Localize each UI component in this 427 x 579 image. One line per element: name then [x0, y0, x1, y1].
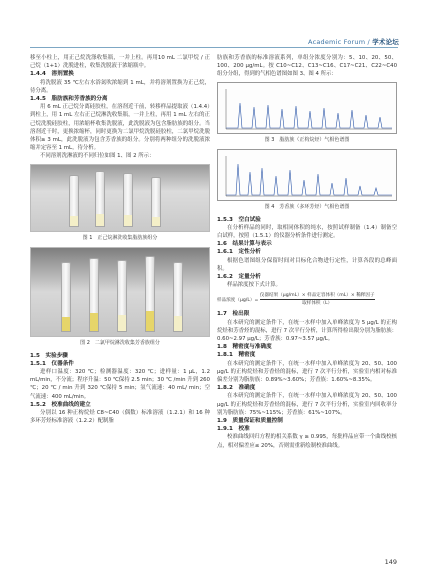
section-heading-1-9-1: 1.9.1 校准	[217, 426, 250, 433]
paragraph: 肪族和芳香族的标准溶液系列，单组分浓度分别为：5、10、20、50、100、200 μg/mL。按 C10~C12、C13~C16、C17~C21、C22~C40 组分分组，得到的气相色谱图如图 3、图 4 所示：	[217, 55, 397, 78]
section-heading-1-5-2: 1.5.2 校准曲线的建立	[30, 401, 91, 408]
formula-lhs: 样品浓度（μg/L）=	[217, 298, 259, 304]
section-heading-1-6-2: 1.6.2 定量分析	[217, 274, 261, 281]
paragraph: 校准曲线回归方程的相关系数 γ ≥ 0.995，每批样品应带一个曲线校核点，相对偏差应≤ 20%，否则需重新绘制校准曲线。	[217, 434, 397, 449]
section-heading-1-6: 1.6 结果计算与表示	[217, 241, 272, 248]
section-heading-1-8-1: 1.8.1 精密度	[217, 352, 256, 359]
formula-denominator: 取样体积（L）	[302, 301, 333, 307]
figure-1-photo	[30, 164, 210, 232]
section-heading-1-4-5: 1.4.5 脂肪族和芳香族的分离	[30, 96, 108, 103]
header-separator: /	[365, 38, 373, 46]
section-heading-1-8-2: 1.8.2 准确度	[217, 385, 256, 392]
figure-1-caption: 图 1 正己烷淋洗收集脂肪族组分	[82, 234, 158, 241]
paragraph: 样品浓度按下式计算。	[227, 282, 281, 289]
paragraph: 分别以 16 种正构烷烃 C8~C40（偶数）标准溶液（1.2.1）和 16 种多环芳烃标准溶液（1.2.2）配制脂	[30, 410, 210, 425]
paragraph: 在本研究的测定条件下，在统一水样中加入单峰浓度为 20、50、100 μg/L 的正构烷烃和芳香烃的混标，进行 7 次平行分析，实验室内相对标准偏差分别为脂肪族：0.89%~3.60%；芳香族：1.60%~8.35%。	[217, 360, 397, 384]
figure-3-chromatogram	[217, 82, 397, 134]
section-heading-1-5-3: 1.5.3 空白试验	[217, 216, 261, 223]
left-column	[30, 54, 210, 425]
section-heading-1-9: 1.9 质量保证和质量控制	[217, 418, 283, 425]
paragraph: 移至小柱上，用正己烷洗涤收集瓶，一并上柱。再用10 mL 二氯甲烷 / 正己烷（1+1）洗脱进柱，收集洗脱液于浓缩瓶中。	[30, 55, 210, 70]
paragraph: 根据色谱图组分保留时间对目标化合物进行定性，计算各段的总峰面积。	[217, 257, 397, 272]
paragraph: 在本研究的测定条件下，在统一水样中加入单峰浓度为 20、50、100 μg/L 的正构烷烃和芳香烃的混标，进行 7 次平行分析，实验室内回收率分别为脂肪族：75%~115%；芳香族：61%~107%。	[217, 393, 397, 416]
paragraph: 进样口温度：320 ℃；检测器温度：320 ℃；进样量：1 μL，1.2 mL/min，不分流；程序升温：50 ℃保持 2.5 min；30 ℃ /min 升到 260 ℃；20 ℃ / min 升到 320 ℃保持 5 min；氢气流速：40 mL/ min；空气流速：400 mL/min。	[30, 369, 210, 400]
header-title-cn: 学术论坛	[372, 38, 399, 46]
page-number: 149	[384, 558, 397, 566]
section-heading-1-6-1: 1.6.1 定性分析	[217, 249, 261, 256]
formula-fraction	[260, 292, 375, 307]
figure-4-caption: 图 4 芳香族（多环芳烃）气相色谱图	[264, 203, 350, 210]
figure-3-caption: 图 3 脂肪族（正构烷烃）气相色谱图	[264, 136, 350, 143]
paragraph: 在本研究的测定条件下，在统一水样中加入单峰浓度为 5 μg/L 的正构烷烃和芳香烃的混标，进行 7 次平行分析，计算所得检出限分别为脂肪族：0.60~2.97 μg/L；芳香族：0.97~3.57 μg/L。	[217, 319, 397, 343]
paragraph: 用 6 mL 正己烷分离硅胶柱，在溶剂近干前，转移样品提取液（1.4.4）到柱上，用 1 mL 左右正己烷淋洗收集瓶，一并上柱，再用 1 mL 左右的正己烷洗脱硅胶柱，用浓缩杯收集洗脱液，此洗脱液为包含脂肪族的组分。当溶剂近干时，更换浓缩杯，同时更换为二氯甲烷洗脱硅胶柱，二氯甲烷洗脱体积≥ 3 mL，此洗脱液为包含芳香族的组分。分别将两种组分的洗脱液浓缩并定容至 1 mL，待分析。	[30, 104, 210, 152]
section-heading-1-7: 1.7 检出限	[217, 311, 250, 318]
figure-2-caption: 图 2 二氯甲烷淋洗收集芳香族组分	[80, 339, 160, 346]
formula-numerator: 仪器结果（μg/mL）× 样品定容体积（mL）× 稀释因子	[259, 293, 375, 299]
header-title-en: Academic Forum	[308, 38, 366, 46]
section-heading-1-5: 1.5 实验步骤	[30, 352, 68, 359]
figure-2-photo	[30, 247, 210, 337]
header-rule	[30, 47, 398, 48]
running-header	[308, 37, 399, 46]
paragraph: 将洗脱液 35 ℃左右水浴氮吹浓缩到 1 mL，并将溶剂置换为正己烷，待分离。	[30, 79, 210, 94]
section-heading-1-4-4: 1.4.4 溶剂置换	[30, 71, 74, 78]
paragraph: 在分析样品的同时，取相同体积的纯水，按照试样制备（1.4）制备空白试样，按照（1.5.1）的仪器分析条件进行测定。	[217, 224, 397, 240]
right-column	[217, 54, 397, 450]
paragraph: 不同溶剂洗淋液的不同归位如图 1、图 2 所示：	[40, 153, 155, 160]
figure-4-chromatogram	[217, 149, 397, 201]
section-heading-1-8: 1.8 精密度与准确度	[217, 344, 272, 351]
section-heading-1-5-1: 1.5.1 仪器条件	[30, 360, 74, 367]
concentration-formula	[217, 292, 397, 307]
